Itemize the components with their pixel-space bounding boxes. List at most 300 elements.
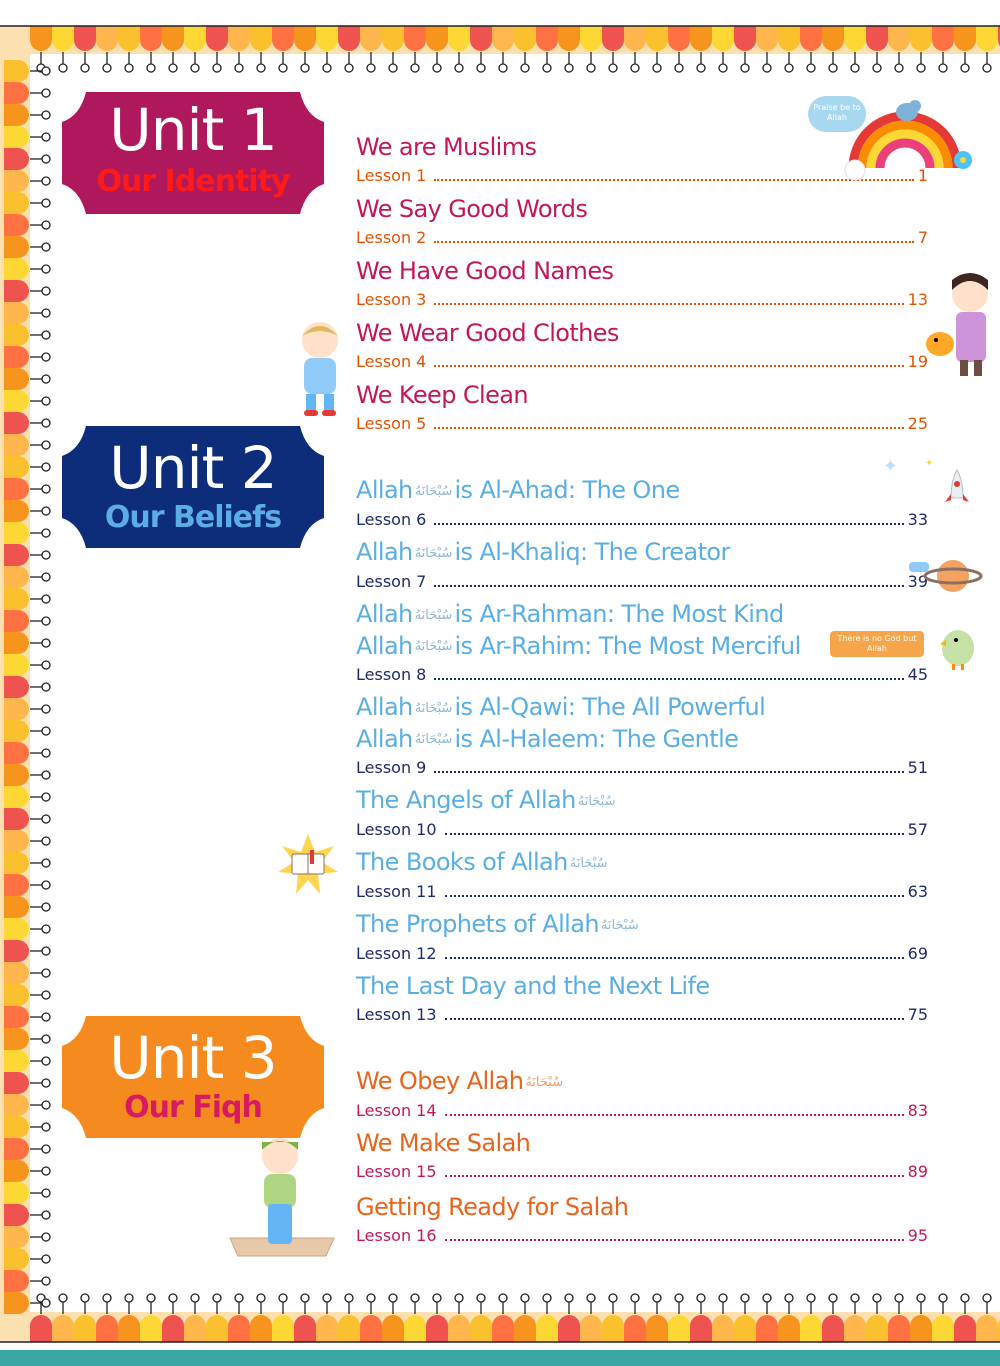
border-decoration bbox=[345, 64, 353, 72]
border-decoration bbox=[976, 26, 998, 51]
border-decoration bbox=[103, 64, 111, 72]
lesson-title: Allah سُبْحَانَهُis Al-Ahad: The One bbox=[356, 476, 680, 504]
page-number: 13 bbox=[907, 290, 928, 309]
border-decoration bbox=[800, 1315, 822, 1342]
border-decoration bbox=[103, 1294, 111, 1302]
border-decoration bbox=[367, 1294, 375, 1302]
border-decoration bbox=[191, 64, 199, 72]
border-decoration bbox=[470, 1315, 492, 1342]
border-decoration bbox=[895, 64, 903, 72]
border-decoration bbox=[42, 991, 50, 999]
border-decoration bbox=[42, 287, 50, 295]
border-decoration bbox=[42, 111, 50, 119]
border-decoration bbox=[140, 26, 162, 51]
border-decoration bbox=[4, 984, 29, 1006]
border-decoration bbox=[42, 1277, 50, 1285]
border-decoration bbox=[4, 280, 29, 302]
border-decoration bbox=[42, 1123, 50, 1131]
border-decoration bbox=[250, 1315, 272, 1342]
border-decoration bbox=[228, 1315, 250, 1342]
border-decoration bbox=[844, 1315, 866, 1342]
dot-leader bbox=[445, 1238, 904, 1241]
lesson-title: Allah سُبْحَانَهُis Al-Qawi: The All Powerful bbox=[356, 693, 766, 721]
border-decoration bbox=[4, 434, 29, 456]
toc-entry[interactable] bbox=[356, 318, 928, 373]
border-decoration bbox=[851, 64, 859, 72]
border-decoration bbox=[42, 507, 50, 515]
border-decoration bbox=[257, 1294, 265, 1302]
dot-leader bbox=[445, 894, 904, 897]
speech-bubble-no-god: There is no God but Allah bbox=[830, 631, 924, 657]
border-decoration bbox=[42, 1145, 50, 1153]
border-decoration bbox=[4, 852, 29, 874]
border-decoration bbox=[338, 1315, 360, 1342]
border-decoration bbox=[4, 192, 29, 214]
lesson-label: Lesson 1 bbox=[356, 166, 427, 185]
border-decoration bbox=[961, 1294, 969, 1302]
border-decoration bbox=[42, 243, 50, 251]
border-decoration bbox=[734, 26, 756, 51]
svg-text:✦: ✦ bbox=[883, 456, 899, 476]
border-decoration bbox=[719, 64, 727, 72]
border-decoration bbox=[4, 302, 29, 324]
border-decoration bbox=[844, 26, 866, 51]
honorific-glyph: سُبْحَانَهُ bbox=[525, 1074, 564, 1090]
border-decoration bbox=[939, 1294, 947, 1302]
border-decoration bbox=[4, 698, 29, 720]
border-decoration bbox=[42, 639, 50, 647]
border-decoration bbox=[42, 199, 50, 207]
border-decoration bbox=[42, 551, 50, 559]
lesson-title: Getting Ready for Salah bbox=[356, 1193, 629, 1221]
border-decoration bbox=[4, 1072, 29, 1094]
border-decoration bbox=[4, 940, 29, 962]
page-number: 69 bbox=[907, 943, 928, 963]
border-decoration bbox=[631, 1294, 639, 1302]
border-decoration bbox=[382, 26, 404, 51]
toc-entry[interactable] bbox=[356, 256, 928, 311]
border-decoration bbox=[734, 1315, 756, 1342]
border-decoration bbox=[697, 1294, 705, 1302]
border-decoration bbox=[4, 500, 29, 522]
border-decoration bbox=[785, 1294, 793, 1302]
border-decoration bbox=[42, 375, 50, 383]
border-decoration bbox=[653, 1294, 661, 1302]
border-decoration bbox=[4, 478, 29, 500]
border-decoration bbox=[580, 1315, 602, 1342]
page-number: 89 bbox=[907, 1162, 928, 1181]
border-decoration bbox=[932, 1315, 954, 1342]
dot-leader bbox=[445, 1113, 904, 1116]
border-decoration bbox=[206, 1315, 228, 1342]
border-decoration bbox=[42, 177, 50, 185]
border-decoration bbox=[888, 26, 910, 51]
border-decoration bbox=[42, 815, 50, 823]
boy-brushing-teeth-illustration bbox=[290, 318, 350, 418]
border-decoration bbox=[191, 1294, 199, 1302]
honorific-glyph: سُبْحَانَهُ bbox=[577, 793, 616, 809]
honorific-glyph: سُبْحَانَهُ bbox=[600, 917, 639, 933]
border-decoration bbox=[477, 64, 485, 72]
border-decoration bbox=[345, 1294, 353, 1302]
border-decoration bbox=[4, 1138, 29, 1160]
border-decoration bbox=[624, 26, 646, 51]
border-decoration bbox=[4, 632, 29, 654]
border-decoration bbox=[807, 64, 815, 72]
border-decoration bbox=[4, 1006, 29, 1028]
border-decoration bbox=[367, 64, 375, 72]
dot-leader bbox=[434, 677, 903, 680]
border-decoration bbox=[778, 1315, 800, 1342]
border-decoration bbox=[4, 1226, 29, 1248]
honorific-glyph: سُبْحَانَهُ bbox=[414, 732, 453, 747]
toc-entry[interactable] bbox=[356, 971, 928, 1026]
border-decoration bbox=[360, 26, 382, 51]
lesson-title: The Angels of Allah سُبْحَانَهُ bbox=[356, 786, 616, 814]
border-decoration bbox=[448, 1315, 470, 1342]
border-decoration bbox=[4, 126, 29, 148]
border-decoration bbox=[42, 1189, 50, 1197]
border-decoration bbox=[866, 1315, 888, 1342]
border-decoration bbox=[42, 67, 50, 75]
lesson-title: We Wear Good Clothes bbox=[356, 319, 619, 347]
border-decoration bbox=[382, 1315, 404, 1342]
lesson-label: Lesson 15 bbox=[356, 1162, 437, 1181]
border-decoration bbox=[42, 661, 50, 669]
border-decoration bbox=[294, 26, 316, 51]
border-decoration bbox=[4, 324, 29, 346]
border-decoration bbox=[565, 1294, 573, 1302]
border-decoration bbox=[169, 1294, 177, 1302]
unit-2-badge bbox=[58, 422, 328, 552]
border-decoration bbox=[587, 1294, 595, 1302]
toc-entry[interactable] bbox=[356, 537, 928, 593]
border-decoration bbox=[4, 566, 29, 588]
honorific-glyph: سُبْحَانَهُ bbox=[414, 545, 453, 561]
girl-with-bird-illustration bbox=[920, 272, 1000, 382]
toc-entry[interactable] bbox=[356, 380, 928, 435]
praying-boy-illustration bbox=[222, 1128, 342, 1258]
border-decoration bbox=[125, 1294, 133, 1302]
border-decoration bbox=[4, 1050, 29, 1072]
toc-entry[interactable] bbox=[356, 847, 928, 903]
border-decoration bbox=[42, 397, 50, 405]
border-decoration bbox=[778, 26, 800, 51]
unit-3-title: Unit 3 bbox=[109, 1024, 277, 1092]
border-decoration bbox=[4, 368, 29, 390]
border-decoration bbox=[668, 26, 690, 51]
border-decoration bbox=[147, 1294, 155, 1302]
unit-3-badge bbox=[58, 1012, 328, 1142]
border-decoration bbox=[712, 1315, 734, 1342]
lesson-title: We are Muslims bbox=[356, 133, 537, 161]
border-decoration bbox=[609, 64, 617, 72]
border-decoration bbox=[448, 26, 470, 51]
page-number: 25 bbox=[907, 414, 928, 433]
border-decoration bbox=[42, 925, 50, 933]
border-decoration bbox=[250, 26, 272, 51]
border-decoration bbox=[42, 419, 50, 427]
border-decoration bbox=[59, 1294, 67, 1302]
border-decoration bbox=[4, 170, 29, 192]
lesson-label: Lesson 3 bbox=[356, 290, 427, 309]
border-decoration bbox=[323, 1294, 331, 1302]
border-decoration bbox=[42, 1167, 50, 1175]
border-decoration bbox=[235, 64, 243, 72]
border-decoration bbox=[910, 1315, 932, 1342]
planet-illustration bbox=[905, 544, 985, 608]
border-decoration bbox=[939, 64, 947, 72]
toc-entry[interactable] bbox=[356, 475, 928, 531]
border-decoration bbox=[4, 1270, 29, 1292]
border-decoration bbox=[389, 64, 397, 72]
border-decoration bbox=[433, 64, 441, 72]
border-decoration bbox=[932, 26, 954, 51]
border-decoration bbox=[514, 26, 536, 51]
lesson-title: The Prophets of Allah سُبْحَانَهُ bbox=[356, 910, 639, 938]
border-decoration bbox=[4, 896, 29, 918]
dot-leader bbox=[434, 426, 903, 429]
border-decoration bbox=[42, 881, 50, 889]
border-decoration bbox=[917, 1294, 925, 1302]
border-decoration bbox=[42, 529, 50, 537]
dot-leader bbox=[434, 522, 903, 525]
border-decoration bbox=[42, 793, 50, 801]
border-decoration bbox=[140, 1315, 162, 1342]
border-decoration bbox=[42, 1035, 50, 1043]
border-decoration bbox=[411, 1294, 419, 1302]
page-number: 51 bbox=[907, 758, 928, 777]
border-decoration bbox=[565, 64, 573, 72]
border-decoration bbox=[42, 1299, 50, 1307]
border-decoration bbox=[118, 1315, 140, 1342]
border-decoration bbox=[404, 26, 426, 51]
border-decoration bbox=[4, 1292, 29, 1314]
border-decoration bbox=[96, 26, 118, 51]
honorific-glyph: سُبْحَانَهُ bbox=[414, 483, 453, 499]
border-decoration bbox=[470, 26, 492, 51]
border-decoration bbox=[873, 64, 881, 72]
border-decoration bbox=[59, 64, 67, 72]
green-bird-illustration bbox=[934, 618, 984, 672]
border-decoration bbox=[301, 64, 309, 72]
border-decoration bbox=[873, 1294, 881, 1302]
border-decoration bbox=[42, 1255, 50, 1263]
dot-leader bbox=[445, 832, 904, 835]
border-decoration bbox=[411, 64, 419, 72]
page-number: 7 bbox=[917, 228, 928, 247]
border-decoration bbox=[272, 1315, 294, 1342]
border-decoration bbox=[360, 1315, 382, 1342]
border-decoration bbox=[851, 1294, 859, 1302]
border-decoration bbox=[4, 544, 29, 566]
border-decoration bbox=[675, 64, 683, 72]
border-decoration bbox=[4, 874, 29, 896]
border-decoration bbox=[602, 26, 624, 51]
border-decoration bbox=[609, 1294, 617, 1302]
border-decoration bbox=[42, 617, 50, 625]
border-decoration bbox=[184, 26, 206, 51]
toc-entry[interactable] bbox=[356, 692, 928, 779]
border-decoration bbox=[4, 82, 29, 104]
lesson-title: The Last Day and the Next Life bbox=[356, 972, 710, 1000]
border-decoration bbox=[42, 749, 50, 757]
border-decoration bbox=[42, 573, 50, 581]
border-decoration bbox=[587, 64, 595, 72]
lesson-label: Lesson 9 bbox=[356, 758, 427, 777]
border-decoration bbox=[42, 705, 50, 713]
lesson-title: We Keep Clean bbox=[356, 381, 528, 409]
unit-3-subtitle: Our Fiqh bbox=[124, 1090, 262, 1125]
lesson-title-line-2: Allah سُبْحَانَهُis Ar-Rahim: The Most Merciful bbox=[356, 631, 801, 660]
border-decoration bbox=[4, 610, 29, 632]
toc-entry[interactable] bbox=[356, 194, 928, 249]
lesson-title: We Say Good Words bbox=[356, 195, 588, 223]
toc-entry[interactable] bbox=[356, 1066, 928, 1122]
lesson-label: Lesson 5 bbox=[356, 414, 427, 433]
border-decoration bbox=[4, 786, 29, 808]
page-number: 63 bbox=[907, 881, 928, 901]
dot-leader bbox=[434, 240, 913, 243]
lesson-title: We Make Salah bbox=[356, 1129, 531, 1157]
border-decoration bbox=[917, 64, 925, 72]
border-decoration bbox=[184, 1315, 206, 1342]
border-decoration bbox=[426, 1315, 448, 1342]
page-number: 19 bbox=[907, 352, 928, 371]
lesson-title: We Obey Allah سُبْحَانَهُ bbox=[356, 1067, 564, 1095]
border-decoration bbox=[624, 1315, 646, 1342]
border-decoration bbox=[521, 64, 529, 72]
border-decoration bbox=[4, 1248, 29, 1270]
border-decoration bbox=[426, 26, 448, 51]
unit-1-title: Unit 1 bbox=[109, 96, 277, 164]
toc-entry[interactable] bbox=[356, 1128, 928, 1183]
lesson-title: Allah سُبْحَانَهُis Al-Khaliq: The Creator bbox=[356, 538, 730, 566]
dot-leader bbox=[445, 1017, 904, 1020]
border-decoration bbox=[4, 1116, 29, 1138]
toc-entry[interactable] bbox=[356, 785, 928, 841]
border-decoration bbox=[272, 26, 294, 51]
unit-2-title: Unit 2 bbox=[109, 434, 277, 502]
border-decoration bbox=[42, 353, 50, 361]
border-decoration bbox=[983, 1294, 991, 1302]
border-decoration bbox=[668, 1315, 690, 1342]
border-decoration bbox=[712, 26, 734, 51]
lesson-label: Lesson 7 bbox=[356, 571, 427, 591]
border-decoration bbox=[675, 1294, 683, 1302]
dot-leader bbox=[445, 1174, 904, 1177]
dot-leader bbox=[434, 770, 903, 773]
honorific-glyph: سُبْحَانَهُ bbox=[414, 700, 453, 716]
border-decoration bbox=[206, 26, 228, 51]
border-decoration bbox=[455, 64, 463, 72]
border-decoration bbox=[404, 1315, 426, 1342]
border-decoration bbox=[42, 683, 50, 691]
border-decoration bbox=[499, 1294, 507, 1302]
border-decoration bbox=[785, 64, 793, 72]
border-decoration bbox=[602, 1315, 624, 1342]
border-decoration bbox=[4, 720, 29, 742]
dot-leader bbox=[434, 302, 903, 305]
border-decoration bbox=[42, 1211, 50, 1219]
border-decoration bbox=[96, 1315, 118, 1342]
lesson-label: Lesson 13 bbox=[356, 1005, 437, 1024]
border-decoration bbox=[829, 1294, 837, 1302]
unit-2-subtitle: Our Beliefs bbox=[104, 500, 282, 535]
border-decoration bbox=[4, 1094, 29, 1116]
border-decoration bbox=[558, 26, 580, 51]
border-decoration bbox=[4, 764, 29, 786]
border-decoration bbox=[4, 456, 29, 478]
border-decoration bbox=[42, 903, 50, 911]
toc-entry[interactable] bbox=[356, 1192, 928, 1247]
lesson-title: Allah سُبْحَانَهُis Ar-Rahman: The Most Kind bbox=[356, 600, 784, 628]
lesson-label: Lesson 12 bbox=[356, 943, 437, 963]
speech-bubble-praise: Praise be to Allah bbox=[808, 96, 866, 132]
lesson-label: Lesson 2 bbox=[356, 228, 427, 247]
border-decoration bbox=[4, 104, 29, 126]
border-decoration bbox=[338, 26, 360, 51]
border-decoration bbox=[800, 26, 822, 51]
border-decoration bbox=[756, 26, 778, 51]
page-number: 45 bbox=[907, 665, 928, 684]
border-decoration bbox=[316, 26, 338, 51]
lesson-title: The Books of Allah سُبْحَانَهُ bbox=[356, 848, 608, 876]
border-decoration bbox=[4, 1028, 29, 1050]
svg-text:✦: ✦ bbox=[925, 458, 934, 469]
border-decoration bbox=[316, 1315, 338, 1342]
lesson-label: Lesson 14 bbox=[356, 1100, 437, 1120]
border-decoration bbox=[294, 1315, 316, 1342]
border-decoration bbox=[866, 26, 888, 51]
page-number: 1 bbox=[917, 166, 928, 185]
border-decoration bbox=[697, 64, 705, 72]
dot-leader bbox=[445, 956, 904, 959]
border-decoration bbox=[895, 1294, 903, 1302]
border-decoration bbox=[118, 26, 140, 51]
lesson-title-line-2: Allah سُبْحَانَهُis Al-Haleem: The Gentle bbox=[356, 724, 739, 753]
border-decoration bbox=[42, 265, 50, 273]
border-decoration bbox=[42, 309, 50, 317]
border-decoration bbox=[279, 64, 287, 72]
border-decoration bbox=[763, 1294, 771, 1302]
border-decoration bbox=[4, 390, 29, 412]
border-decoration bbox=[756, 1315, 778, 1342]
border-decoration bbox=[4, 588, 29, 610]
border-decoration bbox=[213, 64, 221, 72]
border-decoration bbox=[169, 64, 177, 72]
border-decoration bbox=[42, 1013, 50, 1021]
border-decoration bbox=[4, 346, 29, 368]
border-decoration bbox=[741, 64, 749, 72]
border-decoration bbox=[558, 1315, 580, 1342]
border-decoration bbox=[807, 1294, 815, 1302]
border-decoration bbox=[42, 837, 50, 845]
border-decoration bbox=[30, 1315, 52, 1342]
border-decoration bbox=[4, 1160, 29, 1182]
border-decoration bbox=[719, 1294, 727, 1302]
lesson-label: Lesson 4 bbox=[356, 352, 427, 371]
border-decoration bbox=[543, 1294, 551, 1302]
border-decoration bbox=[910, 26, 932, 51]
border-decoration bbox=[631, 64, 639, 72]
toc-entry[interactable] bbox=[356, 909, 928, 965]
border-decoration bbox=[42, 1101, 50, 1109]
border-decoration bbox=[42, 727, 50, 735]
border-decoration bbox=[0, 1350, 1000, 1366]
border-decoration bbox=[42, 221, 50, 229]
border-decoration bbox=[74, 26, 96, 51]
